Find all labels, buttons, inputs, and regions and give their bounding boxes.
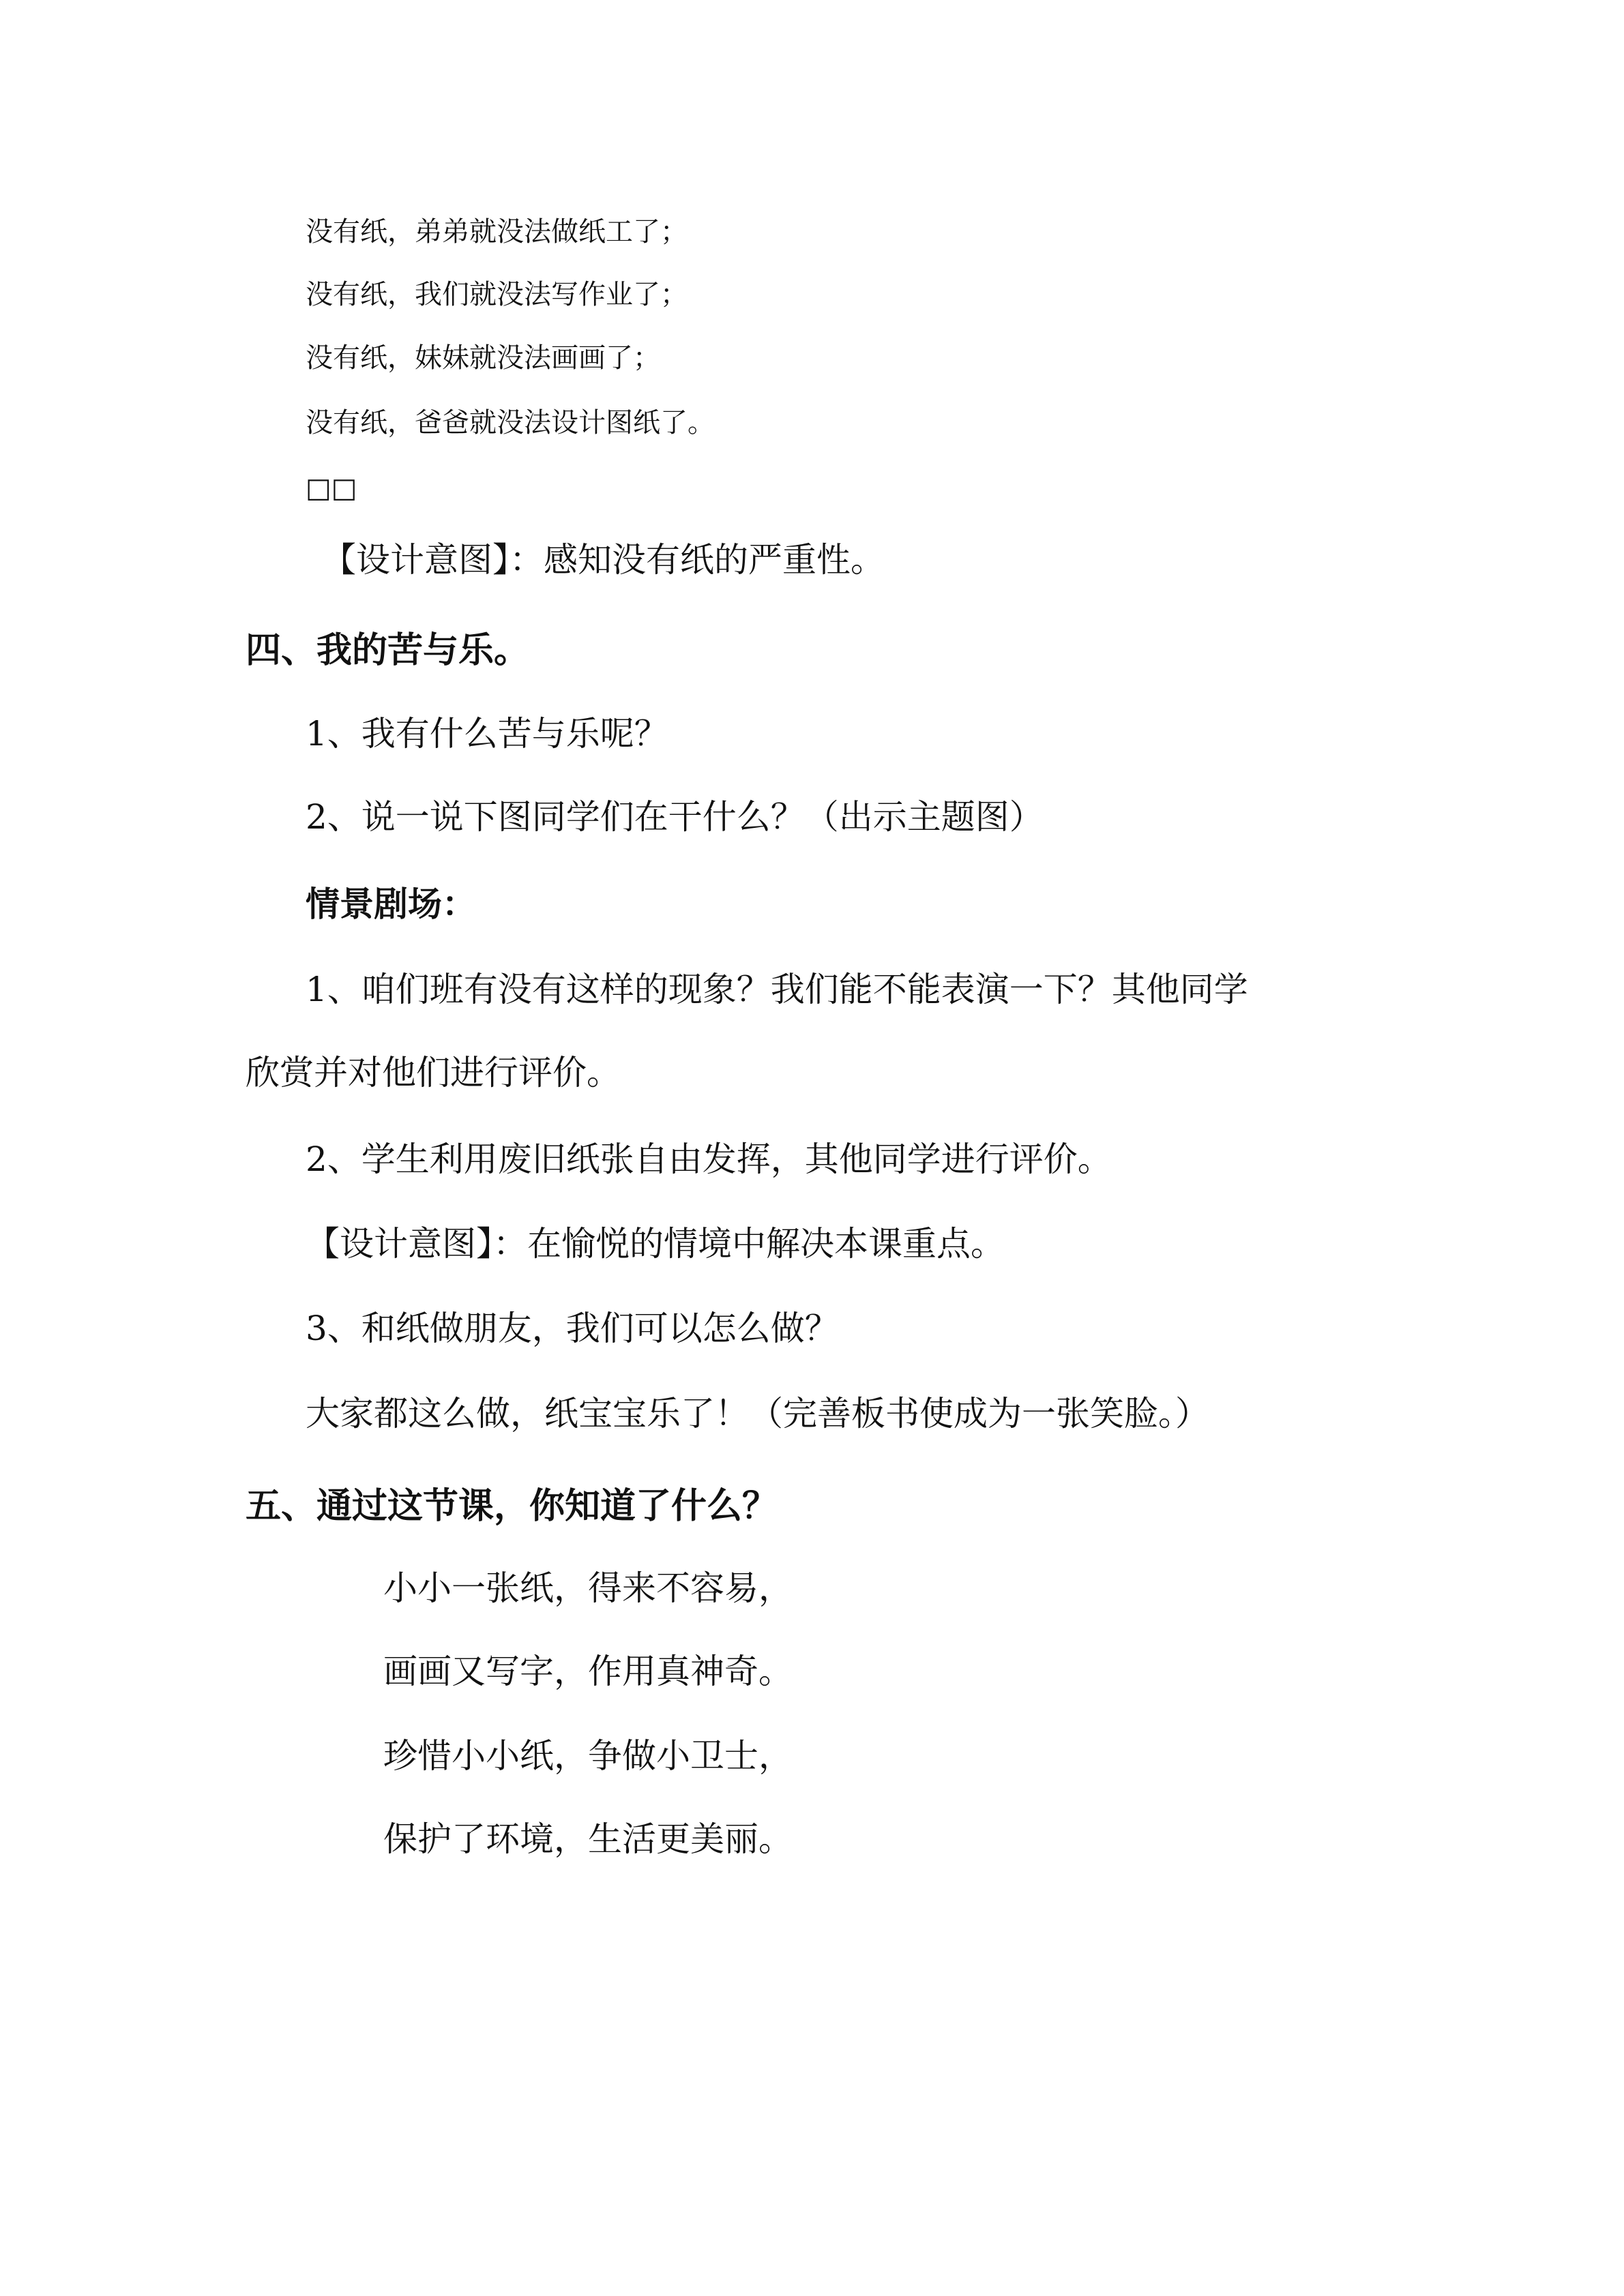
question-2: 2、说一说下图同学们在干什么？（出示主题图） [306,797,1044,837]
activity-2: 2、学生利用废旧纸张自由发挥，其他同学进行评价。 [306,1139,1112,1179]
poem-line-2: 画画又写字，作用真神奇。 [383,1652,793,1691]
list-item-drawing: 没有纸，妹妹就没法画画了； [306,342,660,374]
section-5-heading: 五、通过这节课，你知道了什么？ [246,1486,778,1527]
scenario-theater-subheading: 情景剧场： [306,884,476,924]
design-intent-note-2: 【设计意图】：在愉悦的情境中解决本课重点。 [306,1224,1005,1264]
poem-line-1: 小小一张纸，得来不容易， [383,1568,793,1608]
list-item-design: 没有纸，爸爸就没法设计图纸了。 [306,407,715,438]
placeholder-glyphs: □□ [306,473,357,504]
conclusion-line: 大家都这么做，纸宝宝乐了！（完善板书使成为一张笑脸。） [306,1394,1209,1433]
activity-1-line-2: 欣赏并对他们进行评价。 [246,1053,621,1092]
list-item-homework: 没有纸，我们就没法写作业了； [306,279,688,310]
design-intent-note: 【设计意图】：感知没有纸的严重性。 [322,540,885,580]
list-item-paper-craft: 没有纸，弟弟就没法做纸工了； [306,216,688,248]
activity-1-line-1: 1、咱们班有没有这样的现象？我们能不能表演一下？其他同学 [306,970,1248,1009]
poem-line-4: 保护了环境，生活更美丽。 [383,1819,793,1859]
poem-line-3: 珍惜小小纸，争做小卫士， [383,1736,793,1776]
question-1: 1、我有什么苦与乐呢？ [306,714,668,754]
activity-3: 3、和纸做朋友，我们可以怎么做？ [306,1309,839,1348]
section-4-heading: 四、我的苦与乐。 [246,630,530,671]
